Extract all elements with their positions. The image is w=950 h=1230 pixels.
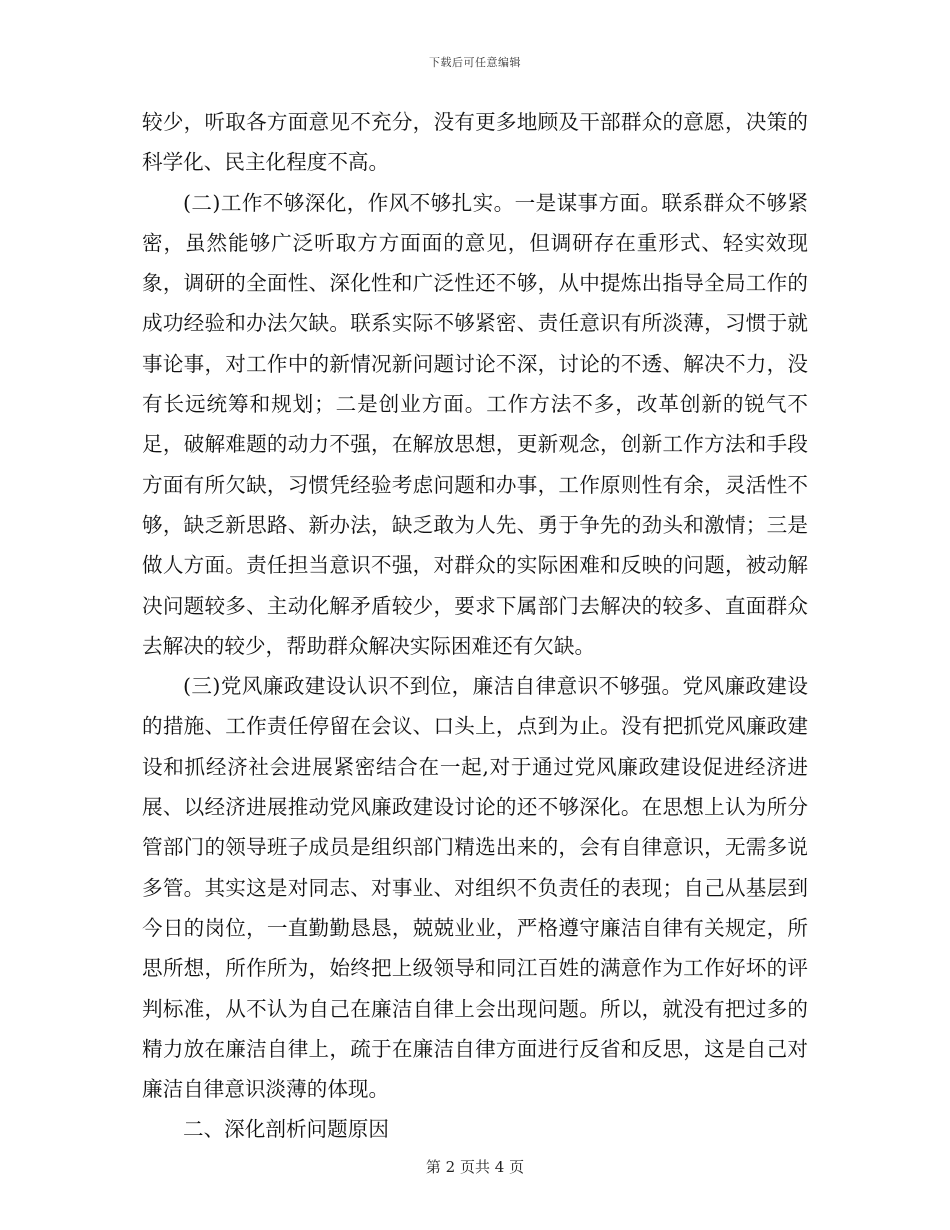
paragraph-continuation: 较少，听取各方面意见不充分，没有更多地顾及干部群众的意愿，决策的科学化、民主化程度不高。	[142, 110, 808, 175]
page-number: 第 2 页共 4 页	[425, 1158, 525, 1176]
paragraph-section-2: (二)工作不够深化，作风不够扎实。一是谋事方面。联系群众不够紧密，虽然能够广泛听取方方面面的意见，但调研存在重形式、轻实效现象，调研的全面性、深化性和广泛性还不够，从中提炼出指导全局工作的成功经验和办法欠缺。联系实际不够紧密、责任意识有所淡薄，习惯于就事论事，对工作中的新情况新问题讨论不深，讨论的不透、解决不力，没有长远统筹和规划；二是创业方面。工作方法不多，改革创新的锐气不足，破解难题的动力不强，在解放思想，更新观念，创新工作方法和手段方面有所欠缺，习惯凭经验考虑问题和办事，工作原则性有余，灵活性不够，缺乏新思路、新办法，缺乏敢为人先、勇于争先的劲头和激情；三是做人方面。责任担当意识不强，对群众的实际困难和反映的问题，被动解决问题较多、主动化解矛盾较少，要求下属部门去解决的较多、直面群众去解决的较少，帮助群众解决实际困难还有欠缺。	[142, 190, 808, 658]
page-header: 下载后可任意编辑	[429, 56, 521, 69]
section-heading: 二、深化剖析问题原因	[183, 1117, 389, 1142]
document-body	[142, 102, 808, 1150]
paragraph-section-3: (三)党风廉政建设认识不到位，廉洁自律意识不够强。党风廉政建设的措施、工作责任停留在会议、口头上，点到为止。没有把抓党风廉政建设和抓经济社会进展紧密结合在一起,对于通过党风廉政建设促进经济进展、以经济进展推动党风廉政建设讨论的还不够深化。在思想上认为所分管部门的领导班子成员是组织部门精选出来的，会有自律意识，无需多说多管。其实这是对同志、对事业、对组织不负责任的表现；自己从基层到今日的岗位，一直勤勤恳恳，兢兢业业，严格遵守廉洁自律有关规定，所思所想，所作所为，始终把上级领导和同江百姓的满意作为工作好坏的评判标准，从不认为自己在廉洁自律上会出现问题。所以，就没有把过多的精力放在廉洁自律上，疏于在廉洁自律方面进行反省和反思，这是自己对廉洁自律意识淡薄的体现。	[142, 674, 808, 1102]
